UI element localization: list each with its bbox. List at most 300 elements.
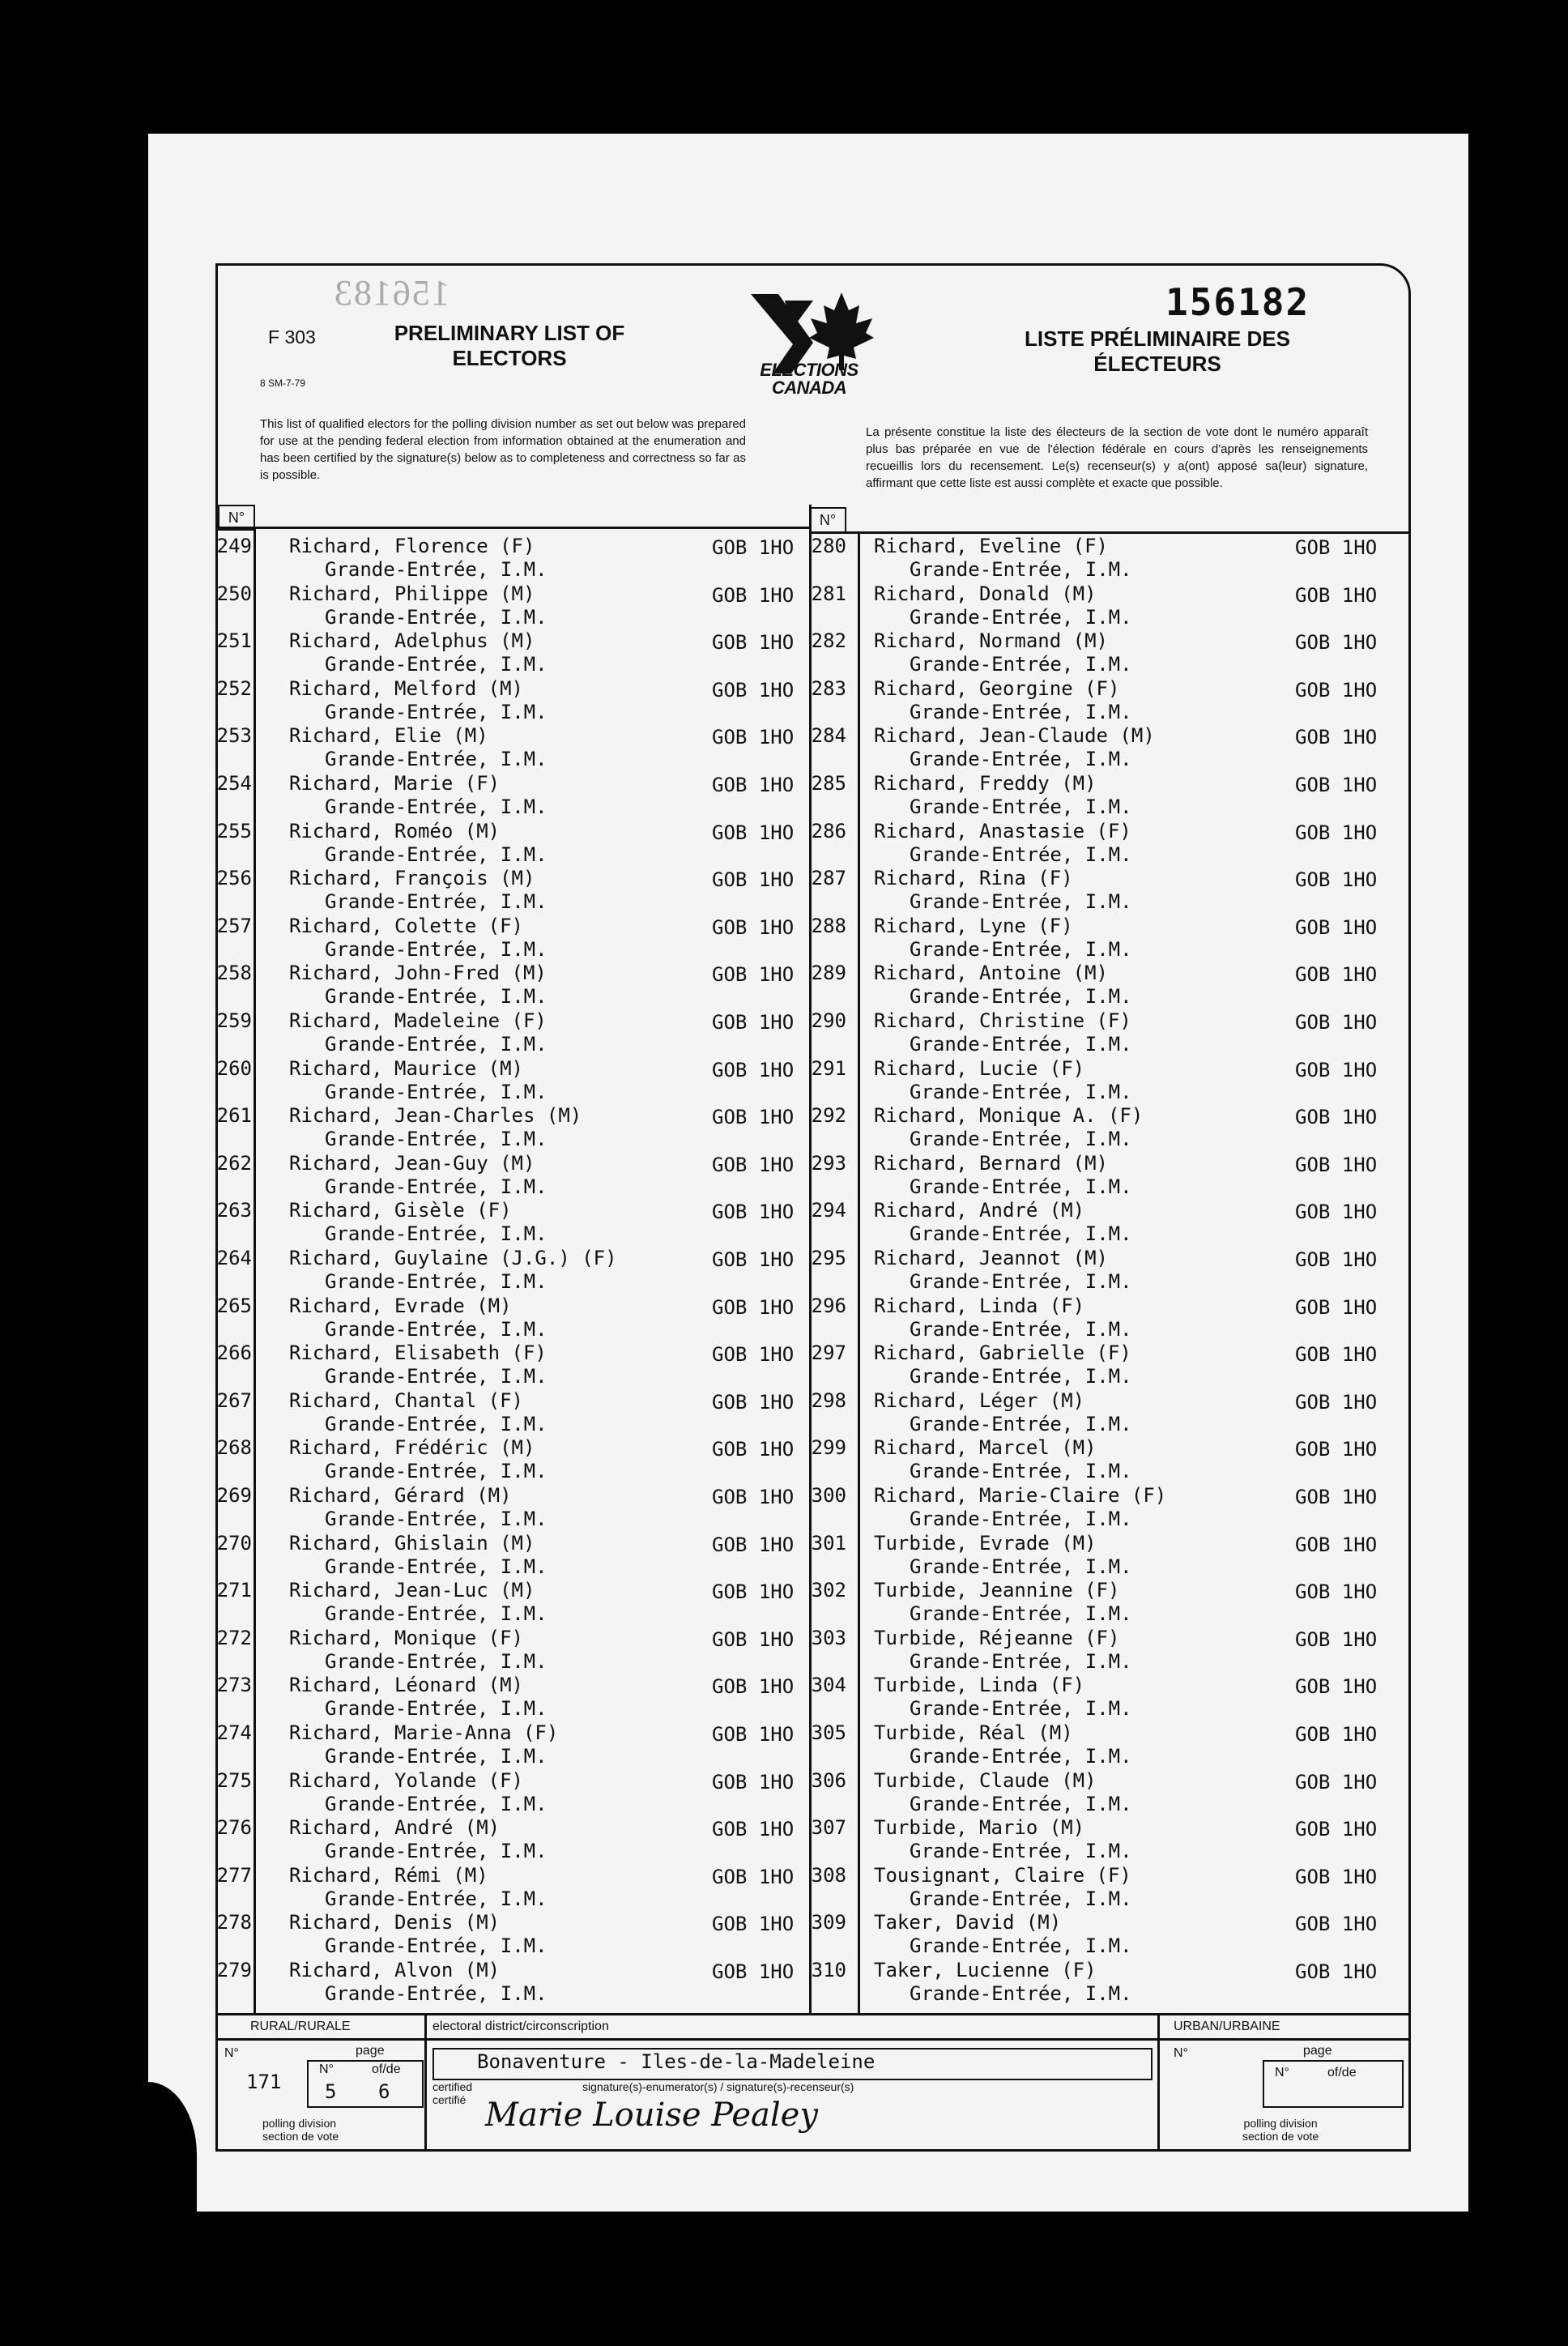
elector-address: Grande-Entrée, I.M. bbox=[910, 937, 1132, 961]
elector-number: 308 bbox=[811, 1863, 846, 1887]
elector-name: Richard, Lucie (F) bbox=[874, 1056, 1085, 1080]
elector-name: Richard, Florence (F) bbox=[289, 535, 535, 557]
elector-name: Richard, Gabrielle (F) bbox=[874, 1341, 1131, 1365]
no-header-left: N° bbox=[218, 505, 255, 531]
elector-name: Richard, John-Fred (M) bbox=[289, 962, 547, 985]
elector-number: 310 bbox=[811, 1959, 846, 1981]
postal-code: GOB 1HO bbox=[712, 1248, 795, 1271]
postal-code: GOB 1HO bbox=[1295, 1580, 1378, 1604]
elector-number: 250 bbox=[216, 582, 252, 605]
elector-name: Richard, Roméo (M) bbox=[289, 819, 501, 842]
elector-address: Grande-Entrée, I.M. bbox=[910, 1128, 1132, 1151]
elector-number: 261 bbox=[216, 1104, 252, 1128]
elector-entry bbox=[874, 962, 1132, 1009]
elector-entry bbox=[874, 1769, 1132, 1816]
elector-address: Grande-Entrée, I.M. bbox=[325, 1365, 548, 1388]
elector-number: 267 bbox=[216, 1388, 252, 1412]
elector-name: Richard, Monique (F) bbox=[289, 1626, 523, 1649]
urban-label: URBAN/URBAINE bbox=[1174, 2020, 1280, 2033]
elector-name: Richard, Linda (F) bbox=[874, 1294, 1085, 1317]
elector-entry bbox=[289, 677, 548, 724]
no-header-right: N° bbox=[809, 507, 846, 533]
elector-entry bbox=[289, 962, 548, 1009]
postal-code: GOB 1HO bbox=[712, 1295, 795, 1319]
postal-code: GOB 1HO bbox=[1295, 1295, 1378, 1319]
elector-number: 254 bbox=[216, 772, 252, 795]
elector-name: Richard, Jean-Luc (M) bbox=[289, 1579, 535, 1602]
elector-entry bbox=[289, 724, 548, 771]
elector-entry bbox=[874, 1532, 1132, 1579]
elector-address: Grande-Entrée, I.M. bbox=[910, 1080, 1132, 1103]
elector-entry bbox=[289, 1199, 548, 1246]
elector-entry bbox=[289, 915, 548, 962]
divider-left bbox=[254, 527, 256, 2013]
elector-name: Richard, Adelphus (M) bbox=[289, 629, 535, 653]
elector-number: 286 bbox=[811, 819, 846, 842]
postal-code: GOB 1HO bbox=[712, 631, 795, 655]
elector-address: Grande-Entrée, I.M. bbox=[910, 653, 1132, 676]
elector-number: 302 bbox=[811, 1579, 846, 1602]
elector-entry bbox=[874, 629, 1132, 676]
elector-name: Richard, Chantal (F) bbox=[289, 1388, 523, 1412]
elector-address: Grande-Entrée, I.M. bbox=[910, 700, 1132, 723]
elector-name: Richard, Denis (M) bbox=[289, 1911, 501, 1934]
postal-code: GOB 1HO bbox=[712, 1106, 795, 1129]
elector-number: 305 bbox=[811, 1721, 846, 1744]
elector-entry bbox=[289, 1436, 548, 1483]
elector-entry bbox=[289, 1769, 548, 1816]
postal-code: GOB 1HO bbox=[1295, 1390, 1378, 1414]
elector-number: 270 bbox=[216, 1531, 252, 1555]
elector-entry bbox=[874, 1009, 1132, 1056]
elector-number: 290 bbox=[811, 1009, 846, 1032]
elector-address: Grande-Entrée, I.M. bbox=[910, 842, 1132, 866]
postal-code: GOB 1HO bbox=[1295, 1913, 1378, 1936]
elector-number: 266 bbox=[216, 1341, 252, 1365]
rule-left bbox=[218, 527, 809, 529]
postal-code: GOB 1HO bbox=[1295, 631, 1378, 655]
elector-name: Tousignant, Claire (F) bbox=[874, 1863, 1131, 1887]
postal-code: GOB 1HO bbox=[712, 1201, 795, 1224]
elector-address: Grande-Entrée, I.M. bbox=[910, 1033, 1132, 1056]
postal-code: GOB 1HO bbox=[1295, 1818, 1378, 1841]
elector-address: Grande-Entrée, I.M. bbox=[325, 1982, 548, 2005]
elector-address: Grande-Entrée, I.M. bbox=[325, 1317, 548, 1341]
postal-code: GOB 1HO bbox=[1295, 1438, 1378, 1461]
elector-address: Grande-Entrée, I.M. bbox=[325, 1840, 548, 1863]
certified-label: certified certifié bbox=[432, 2080, 473, 2106]
elector-name: Richard, Lyne (F) bbox=[874, 914, 1073, 937]
elector-address: Grande-Entrée, I.M. bbox=[325, 796, 548, 818]
elector-number: 252 bbox=[216, 676, 252, 700]
elector-number: 255 bbox=[216, 819, 252, 842]
elector-name: Richard, Elisabeth (F) bbox=[289, 1341, 547, 1365]
elector-name: Richard, Colette (F) bbox=[289, 914, 523, 937]
elector-number: 274 bbox=[216, 1721, 252, 1744]
elector-entry bbox=[874, 535, 1132, 582]
postal-code: GOB 1HO bbox=[1295, 1675, 1378, 1699]
footer-divider-left bbox=[424, 2013, 427, 2149]
elector-address: Grande-Entrée, I.M. bbox=[325, 842, 548, 866]
elector-address: Grande-Entrée, I.M. bbox=[325, 1934, 548, 1958]
elector-name: Turbide, Linda (F) bbox=[874, 1674, 1085, 1697]
elector-entry bbox=[874, 677, 1132, 724]
postal-code: GOB 1HO bbox=[712, 1390, 795, 1414]
intro-english: This list of qualified electors for the polling division number as set out below was prepared for use at the pending federal election from information obtained at the enumeration and has been certified by the signature(s) below as to completeness and correctness so far as is possible. bbox=[260, 417, 746, 482]
elector-name: Richard, Eveline (F) bbox=[874, 535, 1108, 557]
elector-number: 293 bbox=[811, 1151, 846, 1175]
postal-code: GOB 1HO bbox=[712, 1960, 795, 1983]
elector-address: Grande-Entrée, I.M. bbox=[325, 1128, 548, 1151]
postal-code: GOB 1HO bbox=[712, 1675, 795, 1699]
elector-address: Grande-Entrée, I.M. bbox=[325, 890, 548, 914]
elector-entry bbox=[874, 1199, 1132, 1246]
elector-name: Richard, Melford (M) bbox=[289, 676, 523, 700]
page-no-label: N° bbox=[319, 2062, 334, 2076]
elector-entry bbox=[289, 820, 548, 867]
elector-name: Richard, Marie (F) bbox=[289, 772, 501, 795]
elector-entry bbox=[874, 1389, 1132, 1436]
elector-number: 249 bbox=[216, 535, 252, 557]
elector-entry bbox=[874, 1674, 1132, 1721]
postal-code: GOB 1HO bbox=[1295, 583, 1378, 607]
elector-name: Richard, Marcel (M) bbox=[874, 1436, 1097, 1460]
elector-address: Grande-Entrée, I.M. bbox=[325, 1649, 548, 1673]
elector-address: Grande-Entrée, I.M. bbox=[910, 1508, 1132, 1530]
elector-address: Grande-Entrée, I.M. bbox=[325, 653, 548, 676]
elector-entry bbox=[289, 1864, 548, 1911]
elector-name: Richard, André (M) bbox=[289, 1816, 501, 1840]
postal-code: GOB 1HO bbox=[712, 726, 795, 749]
polling-label-urban: polling division section de vote bbox=[1242, 2117, 1319, 2143]
elector-entry bbox=[289, 1009, 548, 1056]
postal-code: GOB 1HO bbox=[1295, 1153, 1378, 1176]
elector-name: Richard, Anastasie (F) bbox=[874, 819, 1131, 842]
postal-code: GOB 1HO bbox=[1295, 963, 1378, 987]
elector-name: Richard, Jean-Guy (M) bbox=[289, 1151, 535, 1175]
postal-code: GOB 1HO bbox=[1295, 1960, 1378, 1983]
elector-number: 264 bbox=[216, 1247, 252, 1269]
postal-code: GOB 1HO bbox=[712, 963, 795, 987]
elector-address: Grande-Entrée, I.M. bbox=[325, 748, 548, 771]
elector-address: Grande-Entrée, I.M. bbox=[325, 1887, 548, 1910]
elector-number: 295 bbox=[811, 1247, 846, 1269]
elector-entry bbox=[874, 867, 1132, 914]
elector-name: Richard, Rémi (M) bbox=[289, 1863, 488, 1887]
elector-address: Grande-Entrée, I.M. bbox=[325, 700, 548, 723]
elector-number: 260 bbox=[216, 1056, 252, 1080]
elector-entry bbox=[874, 1627, 1132, 1674]
elector-address: Grande-Entrée, I.M. bbox=[910, 985, 1132, 1009]
elector-entry bbox=[874, 582, 1132, 629]
elector-address: Grande-Entrée, I.M. bbox=[325, 1697, 548, 1721]
elector-address: Grande-Entrée, I.M. bbox=[910, 1745, 1132, 1768]
elector-entry bbox=[874, 1864, 1132, 1911]
elector-entry bbox=[874, 915, 1132, 962]
elector-name: Richard, Yolande (F) bbox=[289, 1768, 523, 1792]
elector-address: Grande-Entrée, I.M. bbox=[325, 937, 548, 961]
elector-name: Richard, Léonard (M) bbox=[289, 1674, 523, 1697]
polling-label-rural: polling division section de vote bbox=[262, 2117, 339, 2143]
elector-number: 259 bbox=[216, 1009, 252, 1032]
elector-entry bbox=[874, 1484, 1166, 1531]
elector-number: 288 bbox=[811, 914, 846, 937]
elector-address: Grande-Entrée, I.M. bbox=[910, 1887, 1132, 1910]
elector-entry bbox=[289, 1627, 548, 1674]
elector-number: 273 bbox=[216, 1674, 252, 1697]
elector-number: 306 bbox=[811, 1768, 846, 1792]
elector-address: Grande-Entrée, I.M. bbox=[325, 1080, 548, 1103]
elector-address: Grande-Entrée, I.M. bbox=[910, 1840, 1132, 1863]
elector-entry bbox=[289, 1295, 548, 1341]
elector-entry bbox=[289, 1104, 582, 1151]
elector-number: 263 bbox=[216, 1199, 252, 1222]
postal-code: GOB 1HO bbox=[1295, 1011, 1378, 1034]
elector-number: 289 bbox=[811, 962, 846, 985]
postal-code: GOB 1HO bbox=[712, 678, 795, 702]
elector-entry bbox=[289, 1532, 548, 1579]
elector-name: Turbide, Réal (M) bbox=[874, 1721, 1073, 1744]
elector-entry bbox=[289, 582, 548, 629]
postal-code: GOB 1HO bbox=[1295, 1770, 1378, 1794]
elector-address: Grande-Entrée, I.M. bbox=[910, 1982, 1132, 2005]
elector-number: 297 bbox=[811, 1341, 846, 1365]
postal-code: GOB 1HO bbox=[1295, 726, 1378, 749]
elector-name: Turbide, Claude (M) bbox=[874, 1768, 1097, 1792]
of-label-urban: of/de bbox=[1327, 2066, 1357, 2079]
elector-name: Richard, Ghislain (M) bbox=[289, 1531, 535, 1555]
postal-code: GOB 1HO bbox=[1295, 1248, 1378, 1271]
elector-address: Grande-Entrée, I.M. bbox=[910, 1649, 1132, 1673]
title-english: PRELIMINARY LIST OF ELECTORS bbox=[394, 321, 625, 370]
form-number: F 303 bbox=[268, 326, 316, 348]
elector-address: Grande-Entrée, I.M. bbox=[910, 1697, 1132, 1721]
elector-name: Richard, Rina (F) bbox=[874, 867, 1073, 890]
elector-entry bbox=[874, 1959, 1132, 2006]
elector-name: Turbide, Jeannine (F) bbox=[874, 1579, 1120, 1602]
elector-entry bbox=[289, 1959, 548, 2006]
serial-number: 156182 bbox=[1165, 280, 1310, 324]
elector-number: 287 bbox=[811, 867, 846, 890]
postal-code: GOB 1HO bbox=[1295, 1865, 1378, 1888]
elector-name: Richard, Marie-Claire (F) bbox=[874, 1484, 1167, 1507]
elector-number: 271 bbox=[216, 1579, 252, 1602]
elector-address: Grande-Entrée, I.M. bbox=[910, 1365, 1132, 1388]
elector-address: Grande-Entrée, I.M. bbox=[910, 1792, 1132, 1815]
postal-code: GOB 1HO bbox=[1295, 821, 1378, 844]
postal-code: GOB 1HO bbox=[1295, 1343, 1378, 1367]
elector-entry bbox=[289, 1057, 548, 1104]
elector-number: 257 bbox=[216, 914, 252, 937]
elector-number: 292 bbox=[811, 1104, 846, 1128]
elector-name: Richard, Jean-Charles (M) bbox=[289, 1104, 582, 1128]
postal-code: GOB 1HO bbox=[1295, 1201, 1378, 1224]
elector-entry bbox=[874, 1295, 1132, 1341]
enumerator-signature: Marie Louise Pealey bbox=[485, 2096, 818, 2134]
no-label-urban: N° bbox=[1174, 2046, 1188, 2060]
elector-name: Turbide, Réjeanne (F) bbox=[874, 1626, 1120, 1649]
postal-code: GOB 1HO bbox=[1295, 678, 1378, 702]
elector-name: Taker, David (M) bbox=[874, 1911, 1062, 1934]
elector-entry bbox=[874, 1341, 1132, 1388]
elector-address: Grande-Entrée, I.M. bbox=[910, 605, 1132, 629]
elector-entry bbox=[874, 724, 1155, 771]
postal-code: GOB 1HO bbox=[712, 821, 795, 844]
elector-number: 265 bbox=[216, 1294, 252, 1317]
elector-name: Richard, Georgine (F) bbox=[874, 676, 1120, 700]
serial-ghost: 156183 bbox=[333, 273, 450, 313]
elector-number: 277 bbox=[216, 1863, 252, 1887]
elector-name: Richard, Maurice (M) bbox=[289, 1056, 523, 1080]
elector-number: 285 bbox=[811, 772, 846, 795]
page-label-urban: page bbox=[1303, 2044, 1332, 2058]
elector-number: 283 bbox=[811, 676, 846, 700]
polling-division-number: 171 bbox=[246, 2071, 282, 2093]
elector-name: Turbide, Evrade (M) bbox=[874, 1531, 1097, 1555]
elector-number: 258 bbox=[216, 962, 252, 985]
elector-number: 296 bbox=[811, 1294, 846, 1317]
postal-code: GOB 1HO bbox=[1295, 868, 1378, 892]
elector-address: Grande-Entrée, I.M. bbox=[910, 1412, 1132, 1435]
elector-entry bbox=[874, 1104, 1143, 1151]
elector-number: 251 bbox=[216, 629, 252, 653]
of-label-rural: of/de bbox=[372, 2062, 401, 2076]
elector-address: Grande-Entrée, I.M. bbox=[910, 748, 1132, 771]
elector-address: Grande-Entrée, I.M. bbox=[910, 1222, 1132, 1246]
elector-entry bbox=[874, 1721, 1132, 1768]
elector-number: 301 bbox=[811, 1531, 846, 1555]
rule-bottom bbox=[218, 2013, 1408, 2015]
elector-number: 269 bbox=[216, 1484, 252, 1507]
postal-code: GOB 1HO bbox=[1295, 1627, 1378, 1651]
elector-number: 278 bbox=[216, 1911, 252, 1934]
postal-code: GOB 1HO bbox=[712, 1723, 795, 1746]
elector-number: 253 bbox=[216, 724, 252, 748]
title-french: LISTE PRÉLIMINAIRE DES ÉLECTEURS bbox=[1025, 326, 1290, 376]
elector-entry bbox=[289, 1721, 558, 1768]
elector-address: Grande-Entrée, I.M. bbox=[910, 1270, 1132, 1293]
postal-code: GOB 1HO bbox=[1295, 1058, 1378, 1081]
elector-address: Grande-Entrée, I.M. bbox=[325, 1222, 548, 1246]
elector-number: 256 bbox=[216, 867, 252, 890]
elector-number: 280 bbox=[811, 535, 846, 557]
elector-address: Grande-Entrée, I.M. bbox=[325, 1555, 548, 1578]
elector-number: 298 bbox=[811, 1388, 846, 1412]
elector-name: Turbide, Mario (M) bbox=[874, 1816, 1085, 1840]
elector-name: Richard, Léger (M) bbox=[874, 1388, 1085, 1412]
elector-entry bbox=[874, 772, 1132, 819]
elector-name: Richard, André (M) bbox=[874, 1199, 1085, 1222]
elector-entry bbox=[289, 1247, 617, 1294]
no-label-rural: N° bbox=[224, 2046, 239, 2060]
elector-entry bbox=[289, 1579, 548, 1626]
elector-name: Richard, Antoine (M) bbox=[874, 962, 1108, 985]
elector-entry bbox=[289, 535, 548, 582]
elector-name: Richard, Marie-Anna (F) bbox=[289, 1721, 559, 1744]
elector-address: Grande-Entrée, I.M. bbox=[325, 1270, 548, 1293]
elector-name: Richard, Madeleine (F) bbox=[289, 1009, 547, 1032]
form-date: 8 SM-7-79 bbox=[260, 377, 306, 389]
elector-number: 300 bbox=[811, 1484, 846, 1507]
elector-name: Richard, Alvon (M) bbox=[289, 1959, 501, 1981]
district-value: Bonaventure - Iles-de-la-Madeleine bbox=[477, 2050, 876, 2073]
elector-address: Grande-Entrée, I.M. bbox=[325, 1175, 548, 1198]
elector-number: 279 bbox=[216, 1959, 252, 1981]
elector-name: Richard, Freddy (M) bbox=[874, 772, 1097, 795]
elector-entry bbox=[874, 1247, 1132, 1294]
elector-name: Richard, Gérard (M) bbox=[289, 1484, 512, 1507]
elector-address: Grande-Entrée, I.M. bbox=[910, 890, 1132, 914]
elector-number: 268 bbox=[216, 1436, 252, 1460]
elector-name: Richard, Bernard (M) bbox=[874, 1151, 1108, 1175]
postal-code: GOB 1HO bbox=[1295, 1723, 1378, 1746]
elector-number: 262 bbox=[216, 1151, 252, 1175]
elector-address: Grande-Entrée, I.M. bbox=[325, 1412, 548, 1435]
elector-name: Richard, Philippe (M) bbox=[289, 582, 535, 605]
postal-code: GOB 1HO bbox=[712, 1153, 795, 1176]
document-sheet bbox=[148, 134, 1468, 2212]
elector-number: 276 bbox=[216, 1816, 252, 1840]
elector-number: 299 bbox=[811, 1436, 846, 1460]
elector-entry bbox=[289, 1484, 548, 1531]
postal-code: GOB 1HO bbox=[712, 1770, 795, 1794]
elector-entry bbox=[874, 1057, 1132, 1104]
elector-name: Richard, Elie (M) bbox=[289, 724, 488, 748]
elector-entry bbox=[289, 1389, 548, 1436]
page-no-label-urban: N° bbox=[1275, 2066, 1289, 2079]
elector-number: 304 bbox=[811, 1674, 846, 1697]
elector-address: Grande-Entrée, I.M. bbox=[910, 1602, 1132, 1626]
elector-address: Grande-Entrée, I.M. bbox=[325, 1602, 548, 1626]
postal-code: GOB 1HO bbox=[712, 1533, 795, 1556]
postal-code: GOB 1HO bbox=[712, 536, 795, 559]
rural-label: RURAL/RURALE bbox=[250, 2020, 351, 2033]
elector-address: Grande-Entrée, I.M. bbox=[325, 558, 548, 581]
elector-number: 307 bbox=[811, 1816, 846, 1840]
elector-form bbox=[215, 263, 1411, 2152]
postal-code: GOB 1HO bbox=[712, 1438, 795, 1461]
postal-code: GOB 1HO bbox=[712, 1913, 795, 1936]
postal-code: GOB 1HO bbox=[1295, 1486, 1378, 1508]
postal-code: GOB 1HO bbox=[1295, 1106, 1378, 1129]
elector-entry bbox=[289, 1816, 548, 1863]
postal-code: GOB 1HO bbox=[712, 1058, 795, 1081]
elector-number: 284 bbox=[811, 724, 846, 748]
elector-number: 291 bbox=[811, 1056, 846, 1080]
elector-name: Richard, Guylaine (J.G.) (F) bbox=[289, 1247, 617, 1269]
elector-name: Richard, François (M) bbox=[289, 867, 535, 890]
elector-name: Richard, Jean-Claude (M) bbox=[874, 724, 1155, 748]
elector-entry bbox=[874, 1579, 1132, 1626]
district-label: electoral district/circonscription bbox=[432, 2020, 609, 2033]
elector-address: Grande-Entrée, I.M. bbox=[325, 985, 548, 1009]
logo-text: ELECTIONS CANADA bbox=[760, 360, 859, 398]
postal-code: GOB 1HO bbox=[1295, 774, 1378, 796]
elector-address: Grande-Entrée, I.M. bbox=[910, 1555, 1132, 1578]
page-total: 6 bbox=[378, 2080, 390, 2103]
intro-french: La présente constitue la liste des électeurs de la section de vote dont le numéro apparaît plus bas préparée en vue de l'élection fédérale en cours d'après les renseignements recueillis lors du recensement. Le(s) recenseur(s) y a(ont) apposé sa(leur) signature, affirmant que cette liste est aussi complète et exacte que possible. bbox=[866, 425, 1368, 490]
rule-right bbox=[809, 531, 1408, 534]
elector-name: Richard, Jeannot (M) bbox=[874, 1247, 1108, 1269]
elector-entry bbox=[289, 1152, 548, 1199]
elector-address: Grande-Entrée, I.M. bbox=[910, 1175, 1132, 1198]
elector-name: Richard, Evrade (M) bbox=[289, 1294, 512, 1317]
postal-code: GOB 1HO bbox=[1295, 536, 1378, 559]
elector-number: 281 bbox=[811, 582, 846, 605]
elector-entry bbox=[289, 1341, 548, 1388]
postal-code: GOB 1HO bbox=[712, 1580, 795, 1604]
elector-entry bbox=[874, 1911, 1132, 1958]
